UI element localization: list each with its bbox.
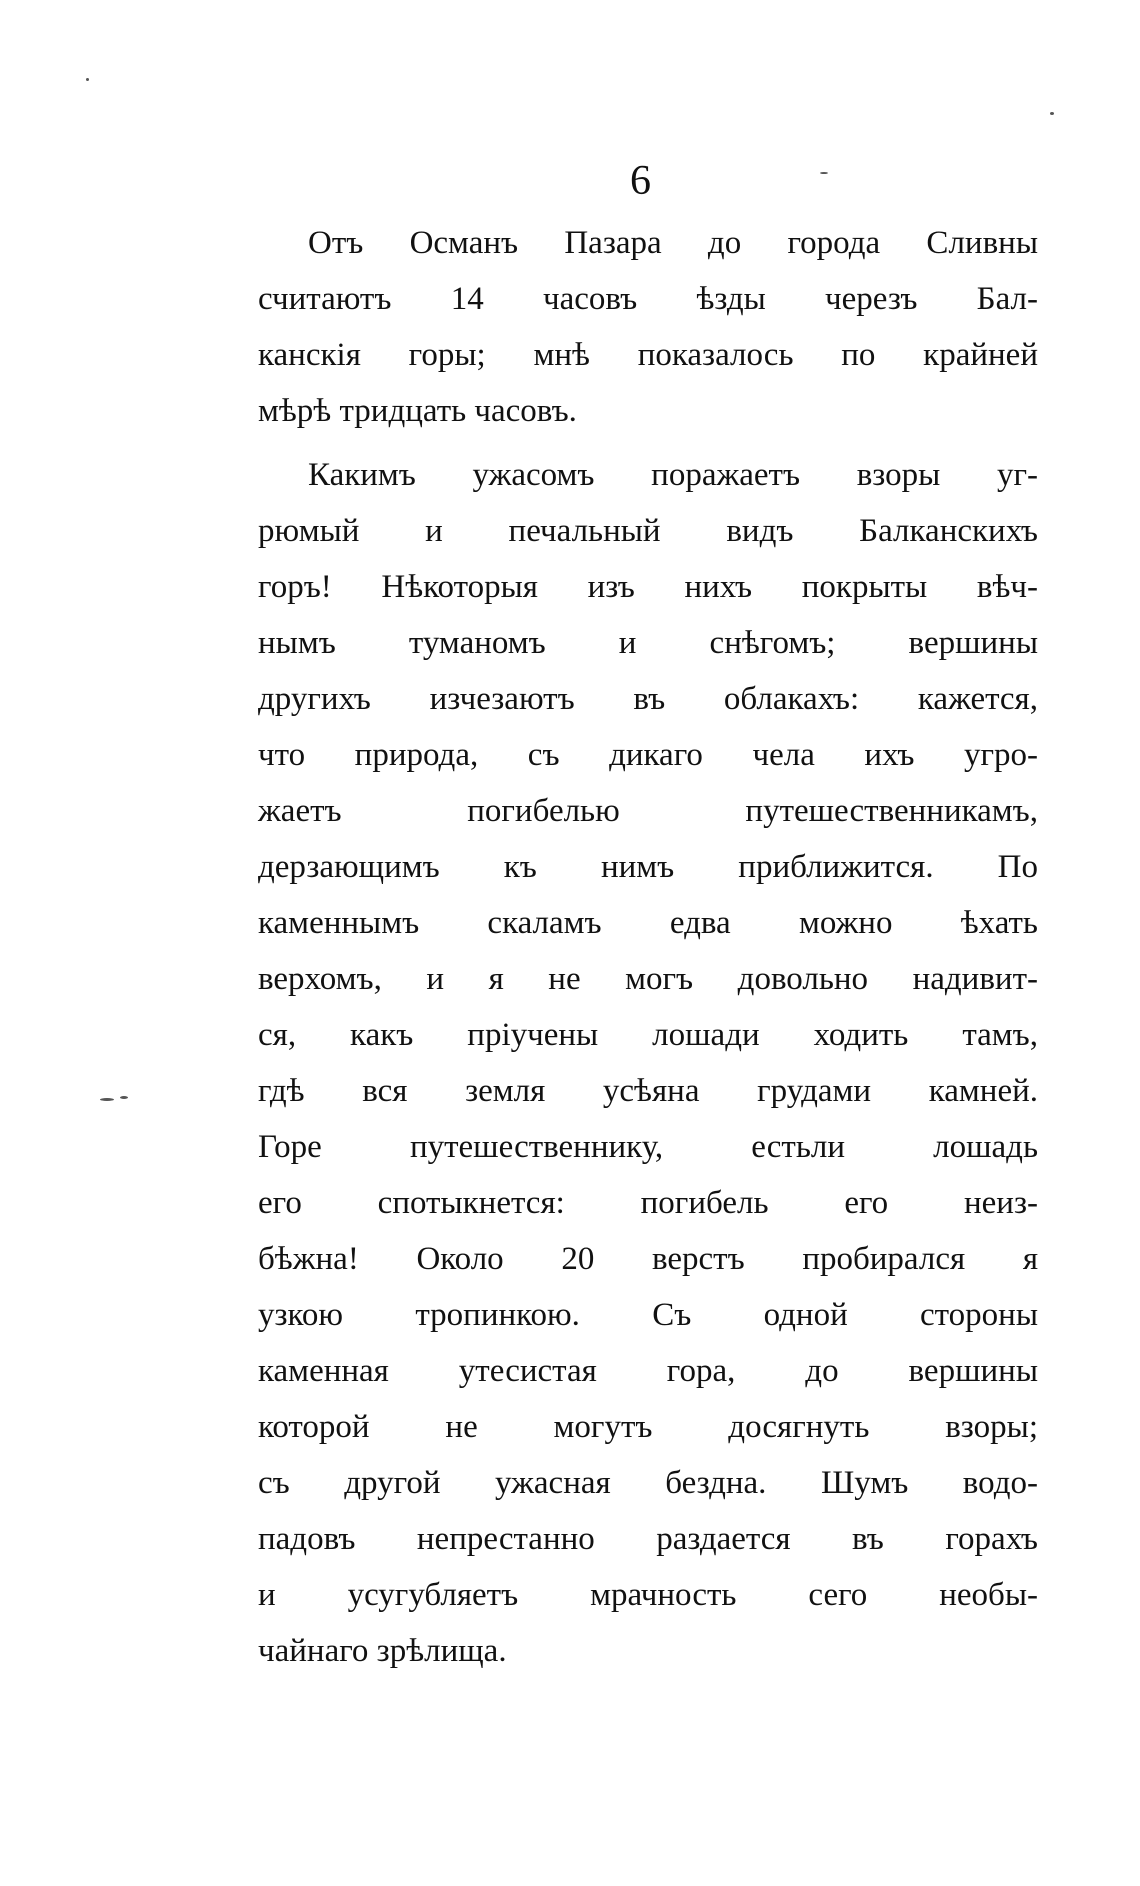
page-number: 6 [630, 158, 651, 204]
text-line: другихъ изчезаютъ въ облакахъ: кажется, [258, 681, 1038, 717]
text-line: канскія горы; мнѣ показалось по крайней [258, 337, 1038, 373]
text-line: дерзающимъ къ нимъ приближится. По [258, 849, 1038, 885]
text-line: падовъ непрестанно раздается въ горахъ [258, 1521, 1038, 1557]
paper-speck [1050, 112, 1054, 115]
text-line: верхомъ, и я не могъ довольно надивит- [258, 961, 1038, 997]
text-line: Горе путешественнику, естьли лошадь [258, 1129, 1038, 1165]
text-line: Какимъ ужасомъ поражаетъ взоры уг- [308, 457, 1038, 493]
text-line: бѣжна! Около 20 верстъ пробирался я [258, 1241, 1038, 1277]
body-text [258, 215, 1038, 1687]
paragraph [258, 215, 1038, 439]
text-line: что природа, съ дикаго чела ихъ угро- [258, 737, 1038, 773]
text-line: узкою тропинкою. Съ одной стороны [258, 1297, 1038, 1333]
text-line: нымъ туманомъ и снѣгомъ; вершины [258, 625, 1038, 661]
text-line: рюмый и печальный видъ Балканскихъ [258, 513, 1038, 549]
paper-speck [820, 172, 828, 174]
text-line: считаютъ 14 часовъ ѣзды черезъ Бал- [258, 281, 1038, 317]
text-line: чайнаго зрѣлища. [258, 1633, 507, 1669]
text-line: горъ! Нѣкоторыя изъ нихъ покрыты вѣч- [258, 569, 1038, 605]
paper-speck [86, 78, 89, 81]
text-line: гдѣ вся земля усѣяна грудами камней. [258, 1073, 1038, 1109]
text-line: Отъ Османъ Пазара до города Сливны [308, 225, 1038, 261]
paper-speck [120, 1096, 128, 1099]
text-line: мѣрѣ тридцать часовъ. [258, 393, 577, 429]
text-line: съ другой ужасная бездна. Шумъ водо- [258, 1465, 1038, 1501]
paper-speck [100, 1098, 114, 1101]
text-line: ся, какъ пріучены лошади ходить тамъ, [258, 1017, 1038, 1053]
text-line: которой не могутъ досягнуть взоры; [258, 1409, 1038, 1445]
text-line: и усугубляетъ мрачность сего необы- [258, 1577, 1038, 1613]
text-line: каменнымъ скаламъ едва можно ѣхать [258, 905, 1038, 941]
text-line: каменная утесистая гора, до вершины [258, 1353, 1038, 1389]
paragraph [258, 447, 1038, 1679]
text-line: жаетъ погибелью путешественникамъ, [258, 793, 1038, 829]
text-line: его спотыкнется: погибель его неиз- [258, 1185, 1038, 1221]
